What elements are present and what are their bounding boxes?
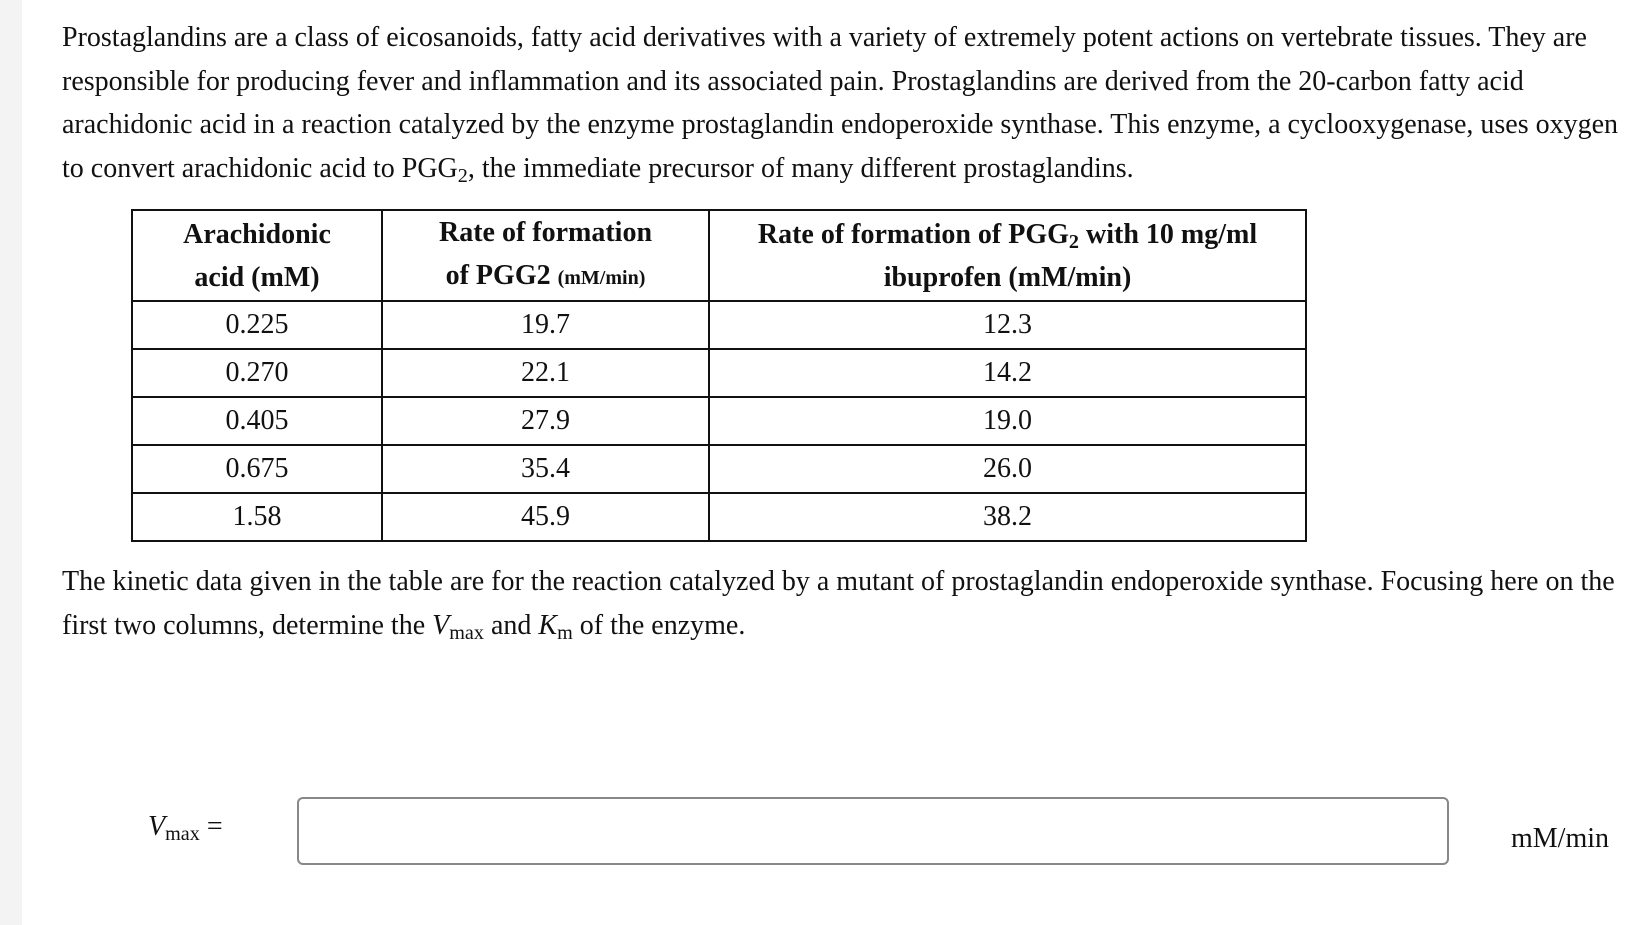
- table-row: [132, 349, 1306, 397]
- cell-rate-ibuprofen: 19.0: [709, 397, 1306, 445]
- vmax-unit: mM/min: [1511, 823, 1610, 854]
- table-row: [132, 397, 1306, 445]
- cell-arachidonic: 0.225: [132, 301, 382, 349]
- cell-rate: 27.9: [382, 397, 709, 445]
- table-row: [132, 301, 1306, 349]
- cell-rate: 22.1: [382, 349, 709, 397]
- question-card: [22, 0, 1646, 925]
- vmax-symbol: V: [432, 609, 450, 641]
- header-arachidonic: Arachidonic acid (mM): [132, 210, 382, 301]
- header-rate-ibuprofen: Rate of formation of $PGG_2$ with 10 mg/ml ibuprofen (mM/min): [709, 210, 1306, 301]
- kinetics-table: [131, 209, 1307, 542]
- question-paragraph: The kinetic data given in the table are for the reaction catalyzed by a mutant of prostaglandin endoperoxide synthase. Focusing here on the first two columns, determine the $V_{max}$ and $K_m$ of the enzyme.: [62, 566, 1615, 644]
- cell-rate: 45.9: [382, 493, 709, 541]
- vmax-input[interactable]: [297, 797, 1449, 865]
- header-rate: Rate of formation of PGG2 (mM/min): [382, 210, 709, 301]
- cell-rate-ibuprofen: 38.2: [709, 493, 1306, 541]
- intro-paragraph: [62, 16, 1642, 190]
- table-row: [132, 493, 1306, 541]
- cell-rate-ibuprofen: 26.0: [709, 445, 1306, 493]
- table-row: [132, 445, 1306, 493]
- cell-arachidonic: 1.58: [132, 493, 382, 541]
- cell-arachidonic: 0.270: [132, 349, 382, 397]
- intro-subscript: 2: [457, 164, 468, 187]
- cell-rate: 19.7: [382, 301, 709, 349]
- cell-arachidonic: 0.675: [132, 445, 382, 493]
- table-header-row: [132, 210, 1306, 301]
- vmax-label: $V_{max}$ =: [148, 811, 223, 846]
- cell-rate-ibuprofen: 12.3: [709, 301, 1306, 349]
- cell-rate: 35.4: [382, 445, 709, 493]
- intro-text: Prostaglandins are a class of eicosanoids, fatty acid derivatives with a variety of extremely potent actions on vertebrate tissues. They are responsible for producing fever and inflammation and its associated pain. Prostaglandins are derived from the 20-carbon fatty acid arachidonic acid in a reaction catalyzed by the enzyme prostaglandin endoperoxide synthase. This enzyme, a cyclooxygenase, uses oxygen to convert arachidonic acid to PGG: [62, 22, 1619, 184]
- intro-text-end: , the immediate precursor of many different prostaglandins.: [467, 152, 1134, 184]
- km-symbol: K: [538, 609, 558, 641]
- cell-arachidonic: 0.405: [132, 397, 382, 445]
- cell-rate-ibuprofen: 14.2: [709, 349, 1306, 397]
- vmax-answer-row: [22, 797, 1646, 869]
